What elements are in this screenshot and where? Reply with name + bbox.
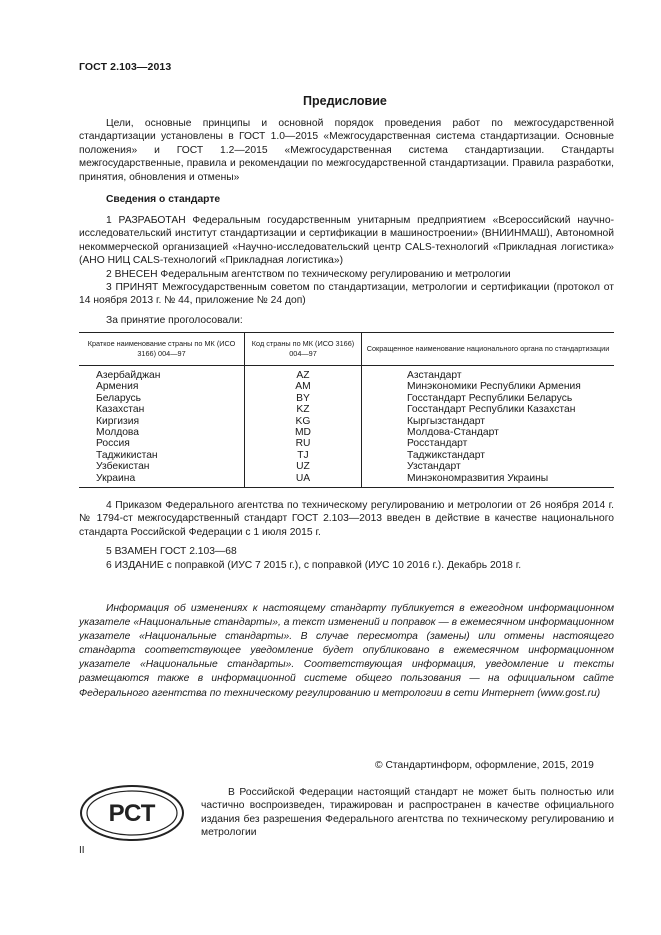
cell-country: Таджикистан	[79, 450, 245, 461]
cell-country: Молдова	[79, 427, 245, 438]
cell-country: Беларусь	[79, 393, 245, 404]
item-4	[79, 499, 614, 539]
changes-notice	[79, 602, 614, 701]
cell-country: Узбекистан	[79, 461, 245, 472]
cell-body: Минэкономразвития Украины	[362, 473, 615, 488]
item-1-text: 1 РАЗРАБОТАН Федеральным государственным унитарным предприятием «Всероссийский научно-исследовательский институт стандартизации и сертификации в машиностроении» (ВНИИНМАШ), Автономной некоммерческой организацией «Научно-исследовательский центр CALS-технологий «Прикладная логистика» (АНО НИЦ CALS-технологий «Прикладная логистика»)	[79, 215, 614, 267]
info-heading: Сведения о стандарте	[106, 194, 221, 205]
table-row	[79, 416, 614, 427]
cell-code: KG	[245, 416, 362, 427]
cell-code: UA	[245, 473, 362, 488]
cell-country: Казахстан	[79, 404, 245, 415]
document-id: ГОСТ 2.103—2013	[79, 61, 172, 73]
gost-certification-mark-icon	[79, 784, 185, 842]
cell-body: Госстандарт Республики Беларусь	[407, 392, 573, 404]
cell-country: Киргизия	[79, 416, 245, 427]
item-2: 2 ВНЕСЕН Федеральным агентством по техническому регулированию и метрологии	[106, 269, 511, 280]
table-row	[79, 366, 614, 382]
cell-country: Украина	[79, 473, 245, 488]
foreword-title: Предисловие	[303, 94, 387, 108]
cell-code: AZ	[245, 366, 362, 382]
item-3-text: 3 ПРИНЯТ Межгосударственным советом по стандартизации, метрологии и сертификации (протокол от 14 ноября 2013 г. № 44, приложение № 24 доп)	[79, 282, 614, 307]
item-4-text: 4 Приказом Федерального агентства по техническому регулированию и метрологии от 26 ноября 2014 г. № 1794-ст межгосударственный стандарт ГОСТ 2.103—2013 введен в действие в качестве национального стандарта Российской Федерации с 1 июля 2015 г.	[79, 500, 614, 538]
cell-country: Россия	[79, 438, 245, 449]
item-6: 6 ИЗДАНИЕ с поправкой (ИУС 7 2015 г.), с поправкой (ИУС 10 2016 г.). Декабрь 2018 г.	[106, 560, 522, 571]
cell-body: Узстандарт	[407, 461, 461, 473]
rights-notice	[201, 786, 614, 840]
table-row	[79, 461, 614, 472]
cell-body: Госстандарт Республики Казахстан	[407, 404, 576, 416]
cell-body: Минэкономики Республики Армения	[407, 381, 581, 393]
cell-body: Росстандарт	[407, 438, 468, 450]
cell-body: Молдова-Стандарт	[407, 427, 499, 439]
cell-country: Азербайджан	[79, 366, 245, 382]
cell-code: UZ	[245, 461, 362, 472]
item-3	[79, 281, 614, 308]
table-row	[79, 393, 614, 404]
cell-body: Азстандарт	[407, 370, 462, 381]
item-1	[79, 214, 614, 268]
table-row	[79, 404, 614, 415]
table-row	[79, 438, 614, 449]
cell-body: Таджикстандарт	[407, 449, 485, 461]
table-row	[79, 450, 614, 461]
cell-code: RU	[245, 438, 362, 449]
logo-text: РСТ	[108, 800, 156, 827]
copyright: © Стандартинформ, оформление, 2015, 2019	[375, 760, 594, 771]
foreword-intro	[79, 117, 614, 184]
header-code: Код страны по МК (ИСО 3166) 004—97	[245, 333, 362, 366]
table-row	[79, 427, 614, 438]
intro-paragraph: Цели, основные принципы и основной порядок проведения работ по межгосударственной стандартизации установлены в ГОСТ 1.0—2015 «Межгосударственная система стандартизации. Основные положения» и ГОСТ 1.2—2015 «Межгосударственная система стандартизации. Стандарты межгосударственные, правила и рекомендации по межгосударственной стандартизации. Правила разработки, принятия, обновления и отмены»	[79, 118, 614, 183]
header-body: Сокращенное наименование национального органа по стандартизации	[362, 333, 615, 366]
notice-text: Информация об изменениях к настоящему стандарту публикуется в ежегодном информационном указателе «Национальные стандарты», а текст изменений и поправок — в ежемесячном информационном указателе «Национальные стандарты». В случае пересмотра (замены) или отмены настоящего стандарта соответствующее уведомление будет опубликовано в ежемесячном информационном указателе «Национальные стандарты». Соответствующая информация, уведомление и тексты размещаются также в информационной системе общего пользования — на официальном сайте Федерального агентства по техническому регулированию и метрологии в сети Интернет (www.gost.ru)	[79, 603, 614, 699]
cell-code: KZ	[245, 404, 362, 415]
table-header-row	[79, 333, 614, 366]
cell-code: TJ	[245, 450, 362, 461]
cell-code: MD	[245, 427, 362, 438]
rights-text: В Российской Федерации настоящий стандарт не может быть полностью или частично воспроизведен, тиражирован и распространен в качестве официального издания без разрешения Федерального агентства по техническому регулированию и метрологии	[201, 787, 614, 839]
table-row	[79, 473, 614, 488]
gost-logo-icon	[79, 784, 185, 845]
cell-code: BY	[245, 393, 362, 404]
table-row	[79, 381, 614, 392]
votes-table	[79, 332, 614, 488]
cell-country: Армения	[79, 381, 245, 392]
voted-label: За принятие проголосовали:	[106, 315, 243, 326]
header-country: Краткое наименование страны по МК (ИСО 3166) 004—97	[79, 333, 245, 366]
item-5: 5 ВЗАМЕН ГОСТ 2.103—68	[106, 546, 237, 557]
page-number: II	[79, 845, 85, 856]
cell-code: AM	[245, 381, 362, 392]
cell-body: Кыргызстандарт	[407, 415, 486, 427]
